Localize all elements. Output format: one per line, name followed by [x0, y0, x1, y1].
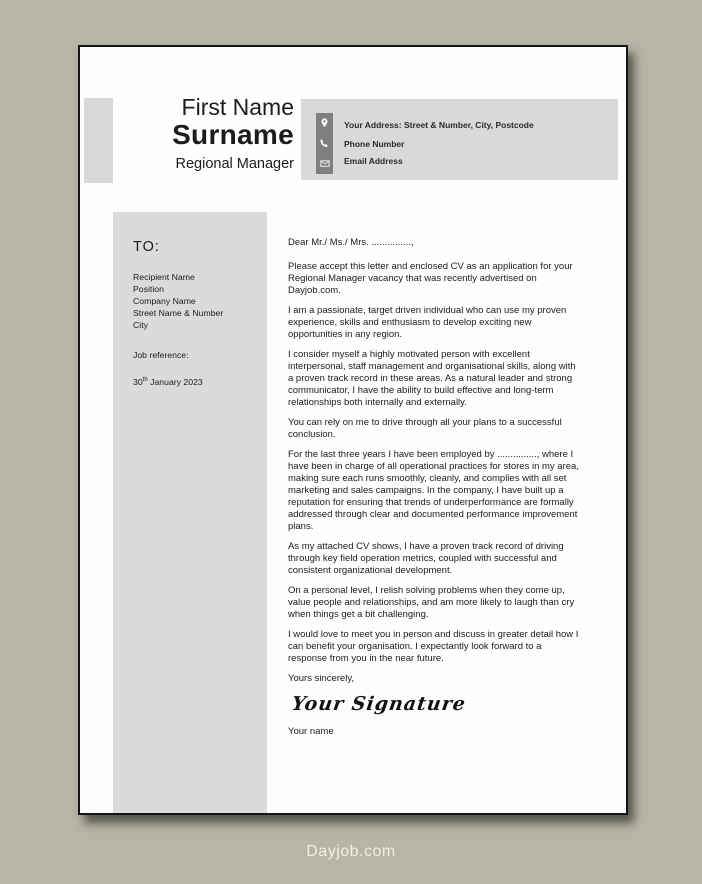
applicant-job-title: Regional Manager — [175, 156, 294, 172]
job-reference-label: Job reference: — [133, 350, 189, 360]
applicant-name-block — [80, 94, 294, 172]
cover-letter-document — [78, 45, 628, 815]
recipient-sidebar — [113, 212, 267, 813]
phone-icon — [319, 138, 330, 149]
letter-paragraph: As my attached CV shows, I have a proven track record of driving through key field operation metrics, coupled with successful and consistent organizational development. — [288, 541, 564, 576]
location-pin-icon — [319, 117, 330, 129]
letter-body — [288, 237, 580, 738]
letter-paragraph: You can rely on me to drive through all your plans to a successful conclusion. — [288, 417, 562, 440]
applicant-first-name: First Name — [181, 94, 294, 120]
recipient-company-line: Company Name — [133, 296, 196, 306]
letter-paragraph: For the last three years I have been employed by ..............., where I have been in charge of all operational practices for stores in my area, making sure each runs smoothly, cleanly, and complies with all set marketing and sales campaigns. In the company, I have built up a reputation for ensuring that trends of underperformance are formally addressed through clear and documented performance improvement plans. — [288, 449, 579, 532]
email-icon — [319, 158, 331, 169]
recipient-city-line: City — [133, 320, 148, 330]
contact-address-label: Your Address: Street & Number, City, Postcode — [344, 120, 534, 130]
letter-date — [133, 377, 257, 387]
closing-line: Yours sincerely, — [288, 673, 355, 684]
contact-email-label: Email Address — [344, 156, 403, 166]
recipient-position-line: Position — [133, 284, 164, 294]
letter-paragraph: I am a passionate, target driven individual who can use my proven experience, skills and enthusiasm to develop exciting new opportunities in any region. — [288, 305, 567, 340]
recipient-address-block — [133, 271, 257, 331]
letter-paragraph: I consider myself a highly motivated person with excellent interpersonal, staff management and organisational skills, along with a proven track record in these areas. As a natural leader and strong communicator, I have the ability to build effective and long-term relationships both internally and externally. — [288, 349, 576, 408]
letter-paragraph: I would love to meet you in person and discuss in greater detail how I can benefit your organisation. I expectantly look forward to a response from you in the near future. — [288, 629, 579, 664]
signer-name: Your name — [288, 726, 334, 737]
recipient-name-line: Recipient Name — [133, 272, 195, 282]
applicant-surname: Surname — [172, 119, 294, 150]
letter-date-ordinal: th — [142, 377, 148, 384]
letter-paragraph: On a personal level, I relish solving problems when they come up, value people and relationships, and am more likely to laugh than cry when things get a bit challenging. — [288, 585, 575, 620]
footer-brand: Dayjob.com — [306, 843, 396, 860]
signature-script: Your Signature — [290, 693, 468, 715]
contact-icon-bar — [316, 113, 333, 174]
recipient-street-line: Street Name & Number — [133, 308, 224, 318]
contact-phone-label: Phone Number — [344, 139, 405, 149]
letter-date-rest: January 2023 — [147, 377, 203, 387]
to-label: TO: — [133, 239, 160, 255]
letter-paragraph: Please accept this letter and enclosed CV as an application for your Regional Manager vacancy that was recently advertised on Dayjob.com. — [288, 261, 573, 296]
salutation: Dear Mr./ Ms./ Mrs. ..............., — [288, 237, 414, 248]
letter-date-day: 30 — [133, 377, 143, 387]
